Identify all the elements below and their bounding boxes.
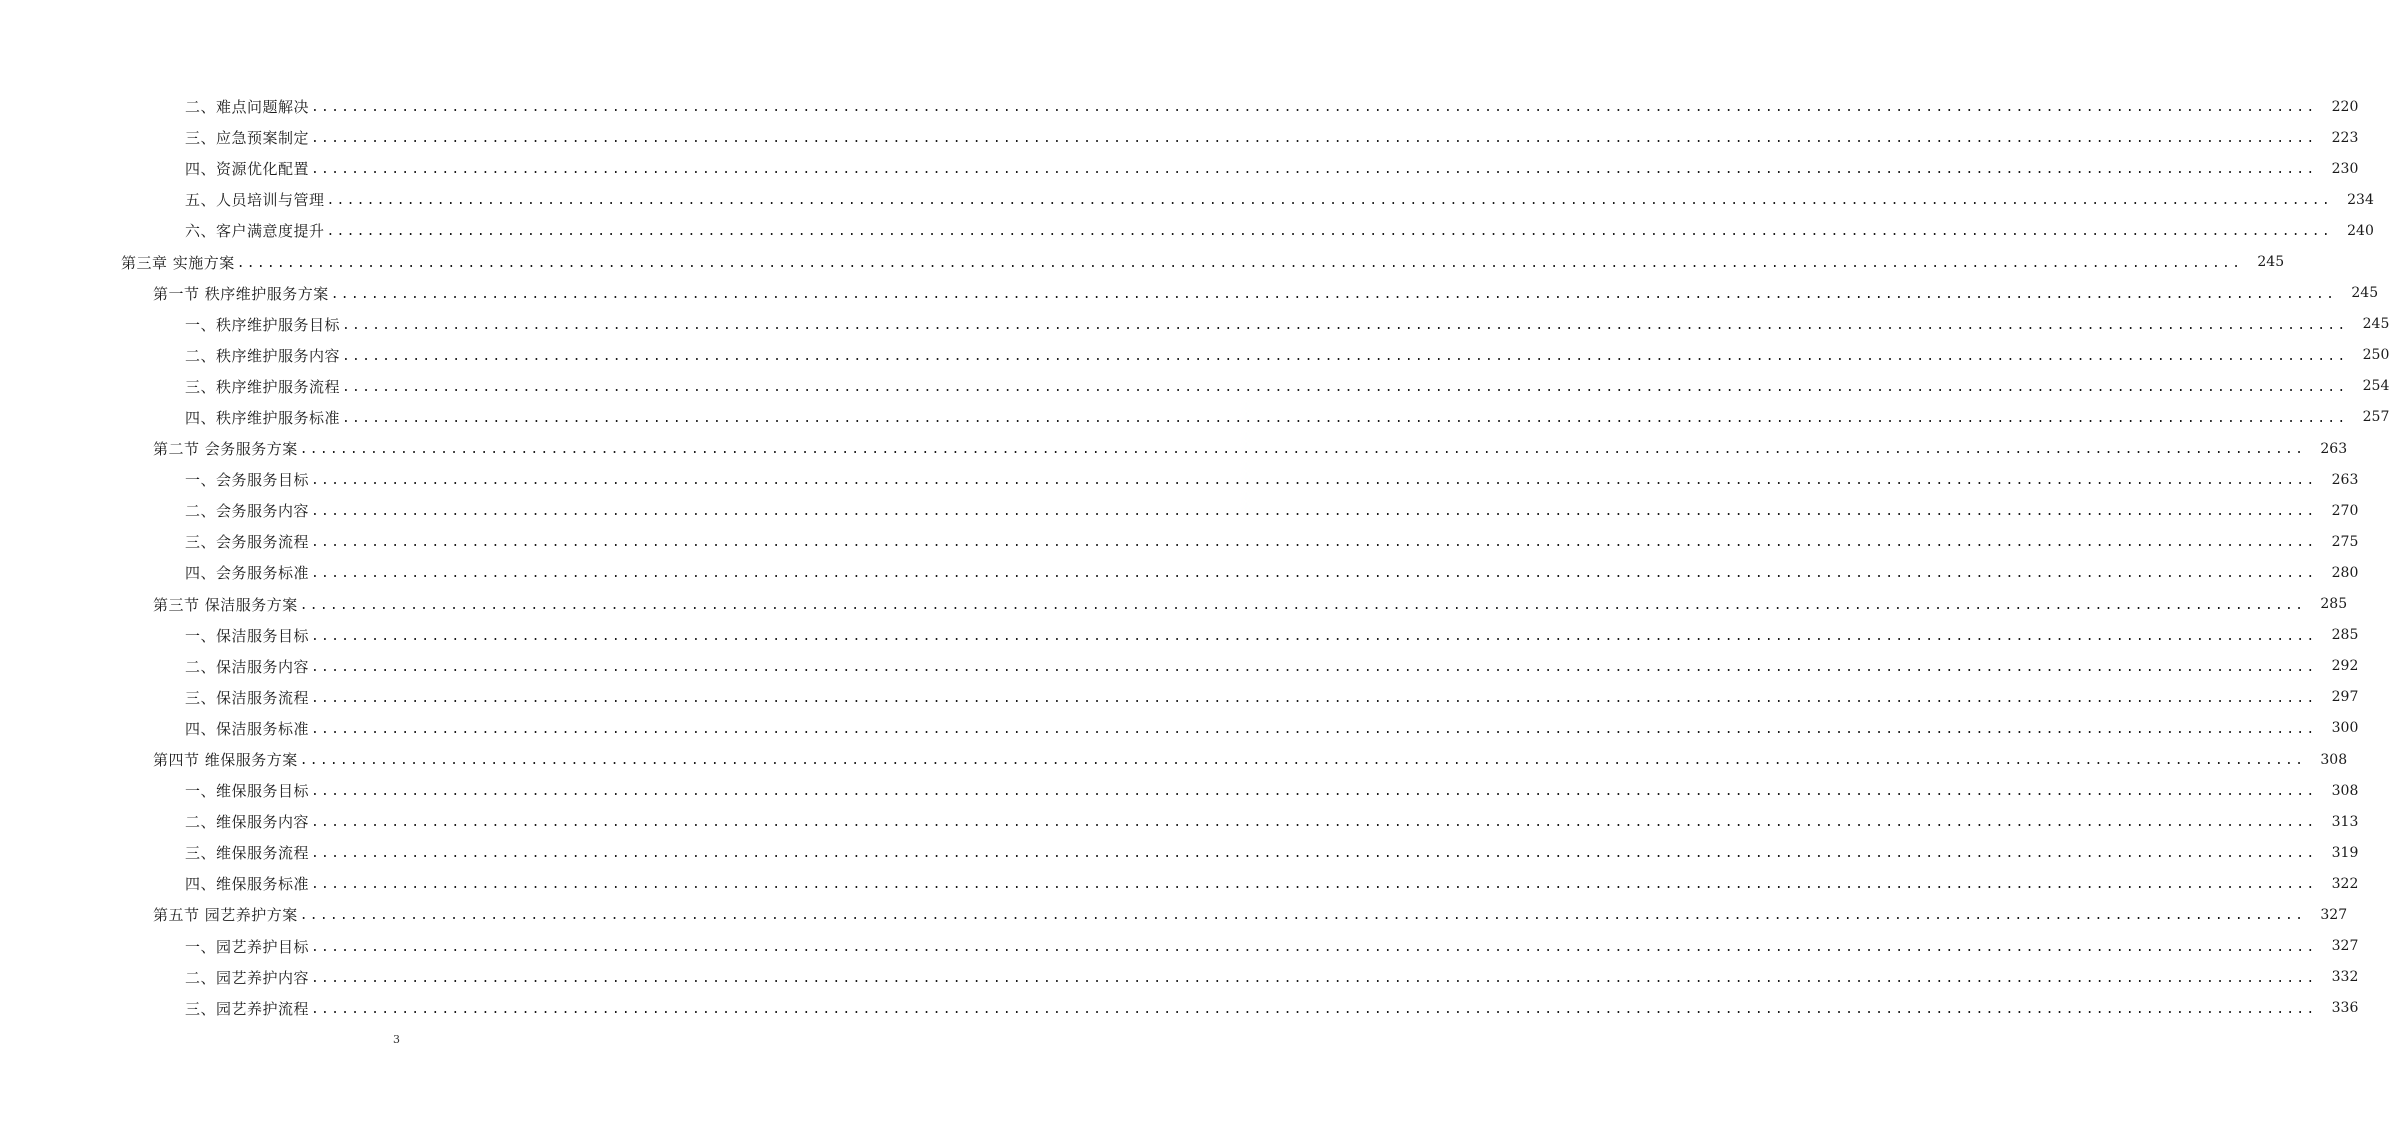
toc-entry-page-number: 332 [2331, 969, 2359, 986]
toc-entry-title: 三、会务服务流程 [185, 533, 310, 552]
toc-entry-page-number: 245 [2257, 254, 2285, 271]
toc-entry-title: 二、维保服务内容 [185, 813, 310, 832]
toc-entry-page-number: 275 [2331, 533, 2359, 550]
toc-entry-page-number: 327 [2331, 938, 2359, 955]
dot-leader: ........................................................................................................................................................................................................ [311, 504, 2317, 520]
toc-entry[interactable] [0, 868, 2359, 899]
toc-entry-page-number: 257 [2362, 409, 2389, 426]
dot-leader: ........................................................................................................................................................................................................ [311, 131, 2317, 147]
toc-entry[interactable] [0, 215, 2374, 246]
dot-leader: ........................................................................................................................................................................................................ [299, 442, 2306, 458]
toc-entry[interactable] [0, 153, 2359, 184]
toc-entry-page-number: 263 [2320, 440, 2348, 457]
toc-entry-page-number: 285 [2331, 627, 2359, 644]
dot-leader: ........................................................................................................................................................................................................ [311, 473, 2317, 489]
toc-entry[interactable] [0, 837, 2359, 868]
toc-entry-page-number: 308 [2320, 751, 2348, 768]
dot-leader: ........................................................................................................................................................................................................ [236, 255, 2243, 271]
toc-entry-page-number: 319 [2331, 844, 2359, 861]
toc-entry[interactable] [0, 526, 2359, 557]
toc-entry[interactable] [0, 495, 2359, 526]
dot-leader: ........................................................................................................................................................................................................ [311, 784, 2317, 800]
dot-leader: ........................................................................................................................................................................................................ [311, 100, 2317, 116]
toc-entry-title: 二、难点问题解决 [185, 98, 310, 117]
toc-entry-page-number: 336 [2331, 1000, 2359, 1017]
toc-entry[interactable] [0, 651, 2359, 682]
table-of-contents [0, 91, 2389, 1024]
toc-entry-title: 第三章 实施方案 [121, 253, 235, 272]
toc-entry[interactable] [0, 557, 2359, 588]
toc-entry-title: 一、会务服务目标 [185, 471, 310, 490]
toc-entry[interactable] [0, 433, 2348, 464]
toc-entry-title: 三、维保服务流程 [185, 844, 310, 863]
toc-entry-page-number: 292 [2331, 658, 2359, 675]
toc-entry[interactable] [0, 993, 2359, 1024]
toc-entry-page-number: 223 [2331, 129, 2359, 146]
toc-entry-page-number: 234 [2347, 191, 2374, 208]
toc-entry-page-number: 327 [2320, 906, 2348, 923]
toc-entry[interactable] [0, 464, 2359, 495]
dot-leader: ........................................................................................................................................................................................................ [311, 659, 2317, 675]
dot-leader: ........................................................................................................................................................................................................ [342, 317, 2348, 333]
dot-leader: ........................................................................................................................................................................................................ [311, 877, 2317, 893]
toc-entry-page-number: 230 [2331, 160, 2359, 177]
toc-entry-page-number: 285 [2320, 596, 2348, 613]
toc-entry-title: 一、秩序维护服务目标 [185, 315, 341, 334]
toc-entry[interactable] [0, 371, 2389, 402]
toc-entry-title: 四、秩序维护服务标准 [185, 408, 341, 427]
toc-entry-page-number: 322 [2331, 875, 2359, 892]
dot-leader: ........................................................................................................................................................................................................ [311, 1001, 2317, 1017]
toc-entry-page-number: 220 [2331, 98, 2359, 115]
toc-entry-title: 二、会务服务内容 [185, 502, 310, 521]
toc-entry-title: 第四节 维保服务方案 [153, 751, 298, 770]
toc-entry-title: 六、客户满意度提升 [185, 222, 325, 241]
toc-entry-title: 第二节 会务服务方案 [153, 440, 298, 459]
toc-entry[interactable] [0, 402, 2389, 433]
toc-entry-title: 三、保洁服务流程 [185, 688, 310, 707]
toc-entry[interactable] [0, 340, 2389, 371]
toc-entry-title: 四、会务服务标准 [185, 564, 310, 583]
dot-leader: ........................................................................................................................................................................................................ [330, 286, 2337, 302]
dot-leader: ........................................................................................................................................................................................................ [311, 721, 2317, 737]
toc-entry[interactable] [0, 899, 2348, 930]
toc-entry[interactable] [0, 184, 2374, 215]
dot-leader: ........................................................................................................................................................................................................ [299, 908, 2306, 924]
dot-leader: ........................................................................................................................................................................................................ [342, 379, 2348, 395]
dot-leader: ........................................................................................................................................................................................................ [311, 628, 2317, 644]
toc-entry-page-number: 300 [2331, 720, 2359, 737]
toc-entry-title: 第三节 保洁服务方案 [153, 595, 298, 614]
toc-entry[interactable] [0, 620, 2359, 651]
toc-entry-page-number: 250 [2362, 347, 2389, 364]
toc-entry-page-number: 308 [2331, 782, 2359, 799]
dot-leader: ........................................................................................................................................................................................................ [326, 224, 2332, 240]
toc-entry-title: 四、资源优化配置 [185, 160, 310, 179]
dot-leader: ........................................................................................................................................................................................................ [299, 597, 2306, 613]
toc-entry-page-number: 297 [2331, 689, 2359, 706]
toc-entry-title: 第一节 秩序维护服务方案 [153, 284, 329, 303]
dot-leader: ........................................................................................................................................................................................................ [311, 939, 2317, 955]
toc-entry[interactable] [0, 744, 2348, 775]
toc-entry[interactable] [0, 931, 2359, 962]
toc-entry[interactable] [0, 775, 2359, 806]
toc-entry-page-number: 240 [2347, 222, 2374, 239]
toc-entry-page-number: 254 [2362, 378, 2389, 395]
toc-entry[interactable] [0, 962, 2359, 993]
toc-entry[interactable] [0, 91, 2359, 122]
toc-entry-page-number: 313 [2331, 813, 2359, 830]
toc-entry[interactable] [0, 682, 2359, 713]
toc-entry-title: 四、维保服务标准 [185, 875, 310, 894]
toc-entry-title: 第五节 园艺养护方案 [153, 906, 298, 925]
toc-entry-page-number: 280 [2331, 564, 2359, 581]
toc-entry-title: 二、园艺养护内容 [185, 968, 310, 987]
toc-entry[interactable] [0, 122, 2359, 153]
dot-leader: ........................................................................................................................................................................................................ [311, 690, 2317, 706]
dot-leader: ........................................................................................................................................................................................................ [311, 566, 2317, 582]
toc-entry-title: 二、秩序维护服务内容 [185, 346, 341, 365]
toc-entry[interactable] [0, 309, 2389, 340]
toc-entry-title: 三、园艺养护流程 [185, 999, 310, 1018]
dot-leader: ........................................................................................................................................................................................................ [311, 162, 2317, 178]
toc-entry-title: 三、应急预案制定 [185, 129, 310, 148]
toc-entry[interactable] [0, 713, 2359, 744]
toc-entry[interactable] [0, 246, 2285, 277]
toc-entry-page-number: 245 [2362, 316, 2389, 333]
toc-entry-title: 一、维保服务目标 [185, 782, 310, 801]
dot-leader: ........................................................................................................................................................................................................ [299, 753, 2306, 769]
dot-leader: ........................................................................................................................................................................................................ [326, 193, 2332, 209]
toc-entry[interactable] [0, 806, 2359, 837]
toc-entry-title: 五、人员培训与管理 [185, 191, 325, 210]
toc-entry[interactable] [0, 278, 2379, 309]
dot-leader: ........................................................................................................................................................................................................ [311, 535, 2317, 551]
toc-entry-title: 一、园艺养护目标 [185, 937, 310, 956]
toc-entry-title: 四、保洁服务标准 [185, 719, 310, 738]
dot-leader: ........................................................................................................................................................................................................ [311, 846, 2317, 862]
dot-leader: ........................................................................................................................................................................................................ [311, 970, 2317, 986]
toc-entry-page-number: 270 [2331, 502, 2359, 519]
dot-leader: ........................................................................................................................................................................................................ [311, 815, 2317, 831]
page-number: 3 [393, 1033, 400, 1046]
toc-entry-title: 三、秩序维护服务流程 [185, 377, 341, 396]
dot-leader: ........................................................................................................................................................................................................ [342, 348, 2348, 364]
toc-entry[interactable] [0, 589, 2348, 620]
toc-entry-title: 一、保洁服务目标 [185, 626, 310, 645]
toc-entry-page-number: 263 [2331, 471, 2359, 488]
dot-leader: ........................................................................................................................................................................................................ [342, 410, 2348, 426]
toc-entry-title: 二、保洁服务内容 [185, 657, 310, 676]
toc-entry-page-number: 245 [2351, 285, 2379, 302]
